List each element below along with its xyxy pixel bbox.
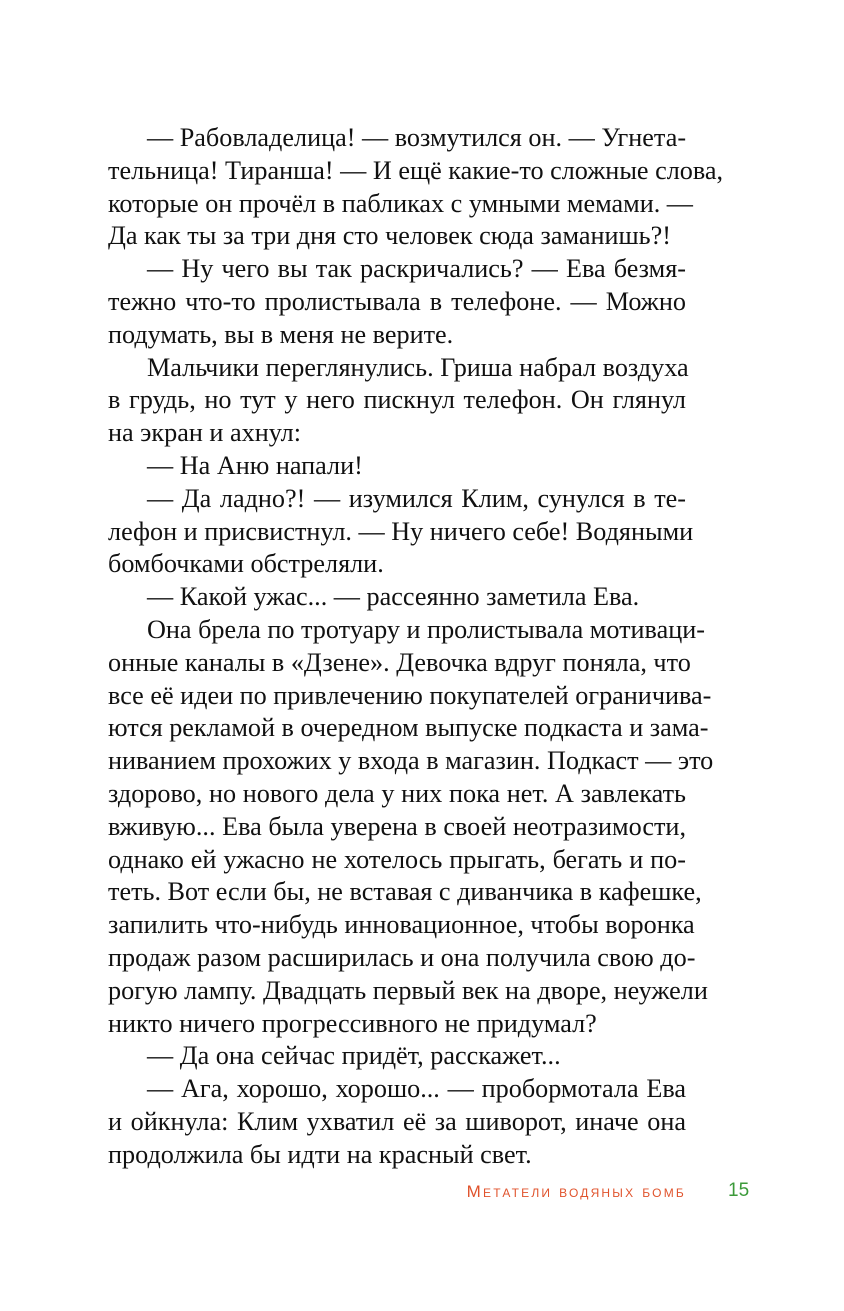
text-line: Да как ты за три дня сто человек сюда заманишь?! <box>108 221 671 251</box>
text-line: теть. Вот если бы, не вставая с диванчика в кафешке, <box>108 877 702 907</box>
text-line: — Ну чего вы так раскричались? — Ева безмя- <box>147 254 686 284</box>
text-line: которые он прочёл в пабликах с умными мемами. — <box>108 188 693 218</box>
paragraph <box>108 1040 686 1073</box>
paragraph <box>108 1073 686 1171</box>
running-title: Метатели водяных бомб <box>466 1182 686 1201</box>
paragraph <box>108 253 686 351</box>
text-line: онные каналы в «Дзене». Девочка вдруг поняла, что <box>108 647 691 677</box>
text-line: в грудь, но тут у него пискнул телефон. Он глянул <box>108 385 686 415</box>
text-line: тежно что-то пролистывала в телефоне. — Можно <box>108 286 686 316</box>
paragraph <box>108 581 686 614</box>
text-line: здорово, но нового дела у них пока нет. А завлекать <box>108 778 686 808</box>
paragraph <box>108 122 724 253</box>
paragraph <box>108 352 689 450</box>
text-line: ются рекламой в очередном выпуске подкаста и зама- <box>108 713 709 743</box>
text-line: подумать, вы в меня не верите. <box>108 319 454 349</box>
text-line: Она брела по тротуару и пролистывала мотиваци- <box>147 614 705 644</box>
text-line: Мальчики переглянулись. Гриша набрал воздуха <box>147 352 689 382</box>
text-line: продаж разом расширилась и она получила свою до- <box>108 942 696 972</box>
text-line: и ойкнула: Клим ухватил её за шиворот, иначе она <box>108 1106 686 1136</box>
text-line: — Ага, хорошо, хорошо... — пробормотала Ева <box>147 1074 686 1104</box>
text-line: никто ничего прогрессивного не придумал? <box>108 1008 597 1038</box>
text-line: рогую лампу. Двадцать первый век на дворе, неужели <box>108 975 708 1005</box>
text-line: — На Аню напали! <box>147 450 363 480</box>
paragraph <box>108 483 694 581</box>
text-line: лефон и присвистнул. — Ну ничего себе! Водяными <box>108 516 694 546</box>
text-line: все её идеи по привлечению покупателей ограничива- <box>108 680 712 710</box>
text-line: — Какой ужас... — рассеянно заметила Ева. <box>147 582 640 612</box>
text-line: — Да ладно?! — изумился Клим, сунулся в те- <box>147 483 686 513</box>
text-line: бомбочками обстреляли. <box>108 549 384 579</box>
paragraph <box>108 614 714 1040</box>
text-line: — Да она сейчас придёт, расскажет... <box>147 1041 561 1071</box>
text-line: на экран и ахнул: <box>108 418 302 448</box>
paragraph <box>108 450 686 483</box>
text-line: продолжила бы идти на красный свет. <box>108 1139 532 1169</box>
text-line: — Рабовладелица! — возмутился он. — Угнета- <box>147 123 687 152</box>
text-line: ниванием прохожих у входа в магазин. Подкаст — это <box>108 746 714 776</box>
text-line: тельница! Тиранша! — И ещё какие-то сложные слова, <box>108 155 724 185</box>
body-text <box>108 122 724 1172</box>
page-footer <box>0 1180 844 1210</box>
page-number: 15 <box>728 1180 750 1201</box>
text-line: вживую... Ева была уверена в своей неотразимости, <box>108 811 686 841</box>
text-line: однако ей ужасно не хотелось прыгать, бегать и по- <box>108 844 686 874</box>
text-line: запилить что-нибудь инновационное, чтобы воронка <box>108 910 695 940</box>
